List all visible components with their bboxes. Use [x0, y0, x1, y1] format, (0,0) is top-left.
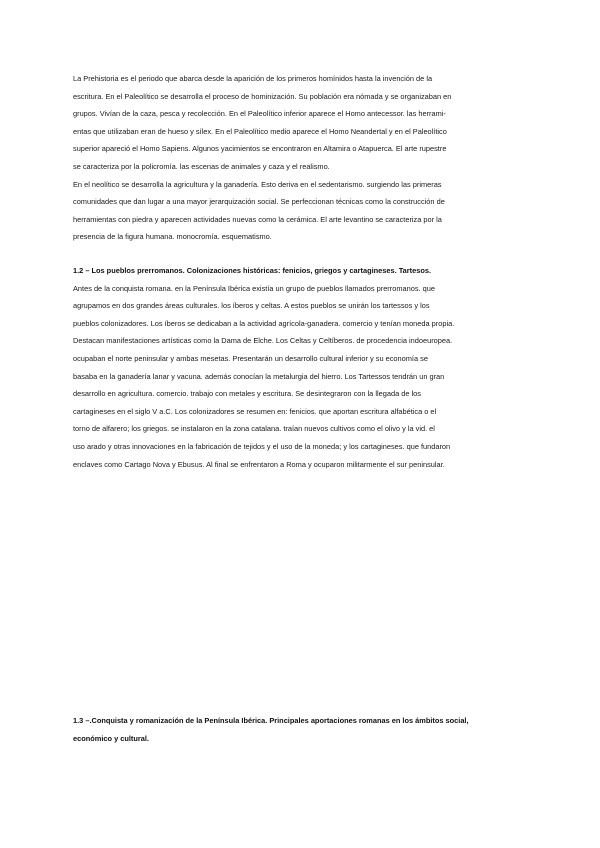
text-line: agrupamos en dos grandes áreas culturales. los íberos y celtas. A estos pueblos se unirán los tartessos y los [73, 301, 430, 311]
text-line: desarrollo en agricultura. comercio. trabajo con metales y escritura. Se desintegraron con la llegada de los [73, 389, 421, 399]
text-line: presencia de la figura humana. monocromía. esquematismo. [73, 232, 272, 242]
text-line: se caracteriza por la policromía. las escenas de animales y caza y el realismo. [73, 161, 330, 171]
text-line: Antes de la conquista romana. en la Península Ibérica existía un grupo de pueblos llamados prerromanos. que [73, 283, 435, 293]
section-1-2 [73, 262, 533, 473]
text-line: superior apareció el Homo Sapiens. Algunos yacimientos se encontraron en Altamira o Atapuerca. El arte rupestre [73, 144, 447, 154]
section-heading: 1.3 –.Conquista y romanización de la Península Ibérica. Principales aportaciones romanas en los ámbitos social, [73, 716, 469, 725]
text-line: cartagineses en el siglo V a.C. Los colonizadores se resumen en: fenicios. que aportan escritura alfabética o el [73, 406, 437, 416]
text-line: comunidades que dan lugar a una mayor jerarquización social. Se perfeccionan técnicas como la construcción de [73, 197, 445, 207]
text-line: uso arado y otras innovaciones en la fabricación de tejidos y el uso de la moneda; y los cartagineses. que fundaron [73, 441, 451, 451]
text-line: pueblos colonizadores. Los íberos se dedicaban a la actividad agrícola-ganadera. comercio y tenían moneda propia. [73, 318, 455, 328]
text-line: basaba en la ganadería lanar y vacuna. además conocían la metalurgia del hierro. Los Tartessos tendrán un gran [73, 371, 445, 381]
section-1-3 [73, 712, 533, 747]
text-line: herramientas con piedra y aparecen actividades nuevas como la cerámica. El arte levantino se caracteriza por la [73, 214, 442, 224]
text-line: escritura. En el Paleolítico se desarrolla el proceso de hominización. Su población era nómada y se organizaban en [73, 91, 452, 101]
section-heading: económico y cultural. [73, 733, 149, 743]
text-line: La Prehistoria es el periodo que abarca desde la aparición de los primeros homínidos hasta la invención de la [73, 74, 433, 83]
text-line: enclaves como Cartago Nova y Ebusus. Al final se enfrentaron a Roma y ocuparon militarmente el sur peninsular. [73, 459, 445, 469]
text-line: En el neolítico se desarrolla la agricultura y la ganadería. Esto deriva en el sedentarismo. surgiendo las primeras [73, 179, 442, 189]
section-heading: 1.2 – Los pueblos prerromanos. Colonizaciones históricas: fenicios, griegos y cartagineses. Tartesos. [73, 266, 432, 275]
text-line: entas que utilizaban eran de hueso y sílex. En el Paleolítico medio aparece el Homo Neandertal y en el Paleolítico [73, 126, 447, 136]
text-line: grupos. Vivían de la caza, pesca y recolección. En el Paleolítico inferior aparece el Homo antecessor. las herrami- [73, 109, 446, 119]
text-line: ocupaban el norte peninsular y ambas mesetas. Presentarán un desarrollo cultural inferior y su economía se [73, 353, 428, 363]
text-line: torno de alfarero; los griegos. se instalaron en la zona catalana. traían nuevos cultivos como el olivo y la vid. el [73, 424, 435, 434]
prehistory-paragraph [73, 70, 533, 246]
text-line: Destacan manifestaciones artísticas como la Dama de Elche. Los Celtas y Celtíberos. de procedencia indoeuropea. [73, 336, 453, 346]
